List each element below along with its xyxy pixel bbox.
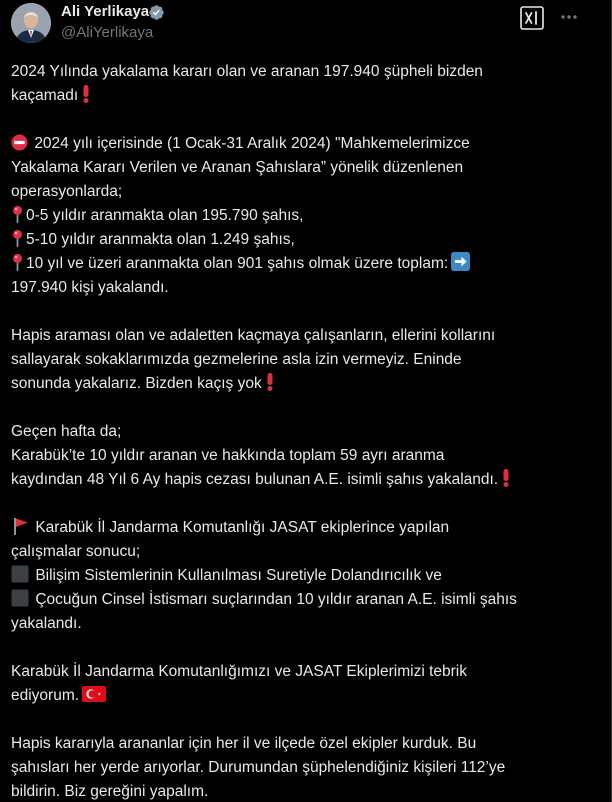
text-line: Karabük İl Jandarma Komutanlığımızı ve JASAT Ekiplerimizi tebrik [11,663,467,680]
text-line: 2024 yılı içerisinde (1 Ocak-31 Aralık 2024) "Mahkemelerimizce [11,132,601,156]
author-handle[interactable]: @AliYerlikaya [61,24,154,41]
right-arrow-emoji [451,252,470,279]
grok-icon[interactable] [519,5,545,31]
verified-badge-icon [148,4,165,21]
text-line: Karabük İl Jandarma Komutanlığı JASAT ekiplerince yapılan [11,516,601,540]
author-avatar[interactable] [11,3,51,43]
text-line: Hapis kararıyla arananlar için her il ve ilçede özel ekipler kurduk. Bu [11,735,477,752]
tweet-header [0,0,612,50]
text-line: ediyorum. [11,684,601,708]
text-line: sallayarak sokaklarımızda gezmelerine asla izin vermeyiz. Eninde [11,351,462,368]
text-line: Bilişim Sistemlerinin Kullanılması Suretiyle Dolandırıcılık ve [11,564,601,588]
text-line: bildirin. Biz gereğini yapalım. [11,783,209,800]
text-line: kaydından 48 Yıl 6 Ay hapis cezası bulunan A.E. isimli şahıs yakalandı. [11,468,601,492]
text-line: kaçamadı [11,84,601,108]
text-line: sonunda yakalarız. Bizden kaçış yok [11,372,601,396]
text-line: şahısları her yerde arıyorlar. Durumundan şüphelendiğiniz kişileri 112’ye [11,759,506,776]
text-line: çalışmalar sonucu; [11,543,141,560]
more-options-icon[interactable] [558,6,580,28]
text-line: 197.940 kişi yakalandı. [11,279,169,296]
red-exclamation-emoji [501,469,511,495]
author-name[interactable]: Ali Yerlikaya [61,3,150,20]
text-line: 0-5 yıldır aranmakta olan 195.790 şahıs, [11,204,601,228]
text-line: Geçen hafta da; [11,423,122,440]
text-line: 5-10 yıldır aranmakta olan 1.249 şahıs, [11,228,601,252]
text-line: Çocuğun Cinsel İstismarı suçlarından 10 yıldır aranan A.E. isimli şahıs [11,588,601,612]
red-exclamation-emoji [81,85,91,111]
text-line: 2024 Yılında yakalama kararı olan ve aranan 197.940 şüpheli bizden [11,63,483,80]
red-exclamation-emoji [265,373,275,399]
text-line: Karabük’te 10 yıldır aranan ve hakkında toplam 59 ayrı aranma [11,447,445,464]
text-line: Hapis araması olan ve adaletten kaçmaya çalışanların, ellerini kollarını [11,327,496,344]
turkey-flag-emoji [82,685,106,711]
text-line: 10 yıl ve üzeri aranmakta olan 901 şahıs olmak üzere toplam: [11,252,601,276]
text-line: operasyonlarda; [11,183,123,200]
text-line: Yakalama Kararı Verilen ve Aranan Şahıslara” yönelik düzenlenen [11,159,464,176]
tweet-text [11,60,601,802]
text-line: yakalandı. [11,615,82,632]
